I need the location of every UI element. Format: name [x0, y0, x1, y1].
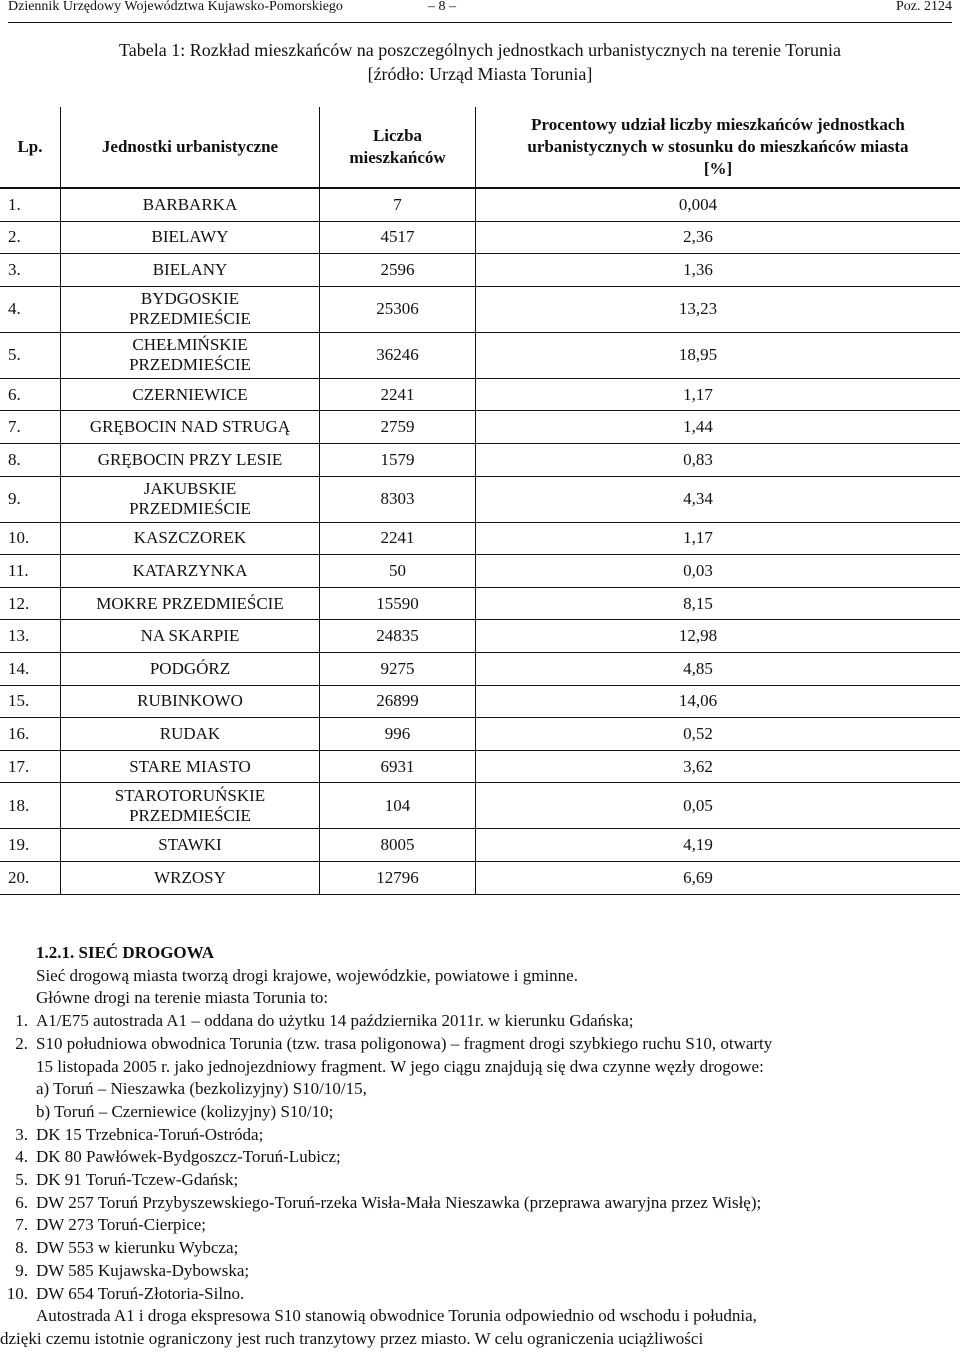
cell-percentage: 12,98 — [476, 620, 960, 653]
cell-lp: 17. — [0, 750, 61, 783]
cell-lp: 12. — [0, 587, 61, 620]
list-item-text: DK 91 Toruń-Tczew-Gdańsk; — [36, 1170, 239, 1190]
cell-population: 36246 — [320, 332, 476, 378]
cell-unit: STAWKI — [61, 829, 320, 862]
cell-unit: CZERNIEWICE — [61, 378, 320, 411]
list-item — [0, 1124, 960, 1147]
list-subitem-text: a) Toruń – Nieszawka (bezkolizyjny) S10/10/15, — [36, 1079, 367, 1099]
list-item-number: 3. — [15, 1124, 28, 1144]
list-item — [0, 1146, 960, 1169]
list-subitem-text: b) Toruń – Czerniewice (kolizyjny) S10/10; — [36, 1101, 334, 1121]
list-item — [0, 1237, 960, 1260]
cell-unit: MOKRE PRZEDMIEŚCIE — [61, 587, 320, 620]
cell-unit-line1: BYDGOSKIE — [140, 289, 240, 309]
cell-population: 104 — [320, 783, 476, 829]
cell-population: 15590 — [320, 587, 476, 620]
cell-unit: RUDAK — [61, 718, 320, 751]
cell-unit: WRZOSY — [61, 861, 320, 894]
list-item-number: 5. — [15, 1170, 28, 1190]
page-header — [8, 0, 952, 23]
cell-population: 25306 — [320, 286, 476, 332]
cell-percentage: 18,95 — [476, 332, 960, 378]
cell-lp: 18. — [0, 783, 61, 829]
caption-source: [źródło: Urząd Miasta Torunia] — [367, 64, 593, 84]
cell-percentage: 2,36 — [476, 221, 960, 254]
table-row — [0, 620, 960, 653]
closing-paragraph-line2: dzięki czemu istotnie ograniczony jest ruch tranzytowy przez miasto. W celu ograniczenia uciążliwości — [0, 1328, 704, 1348]
header-population-line2: mieszkańców — [349, 148, 446, 167]
table-row — [0, 750, 960, 783]
cell-percentage: 8,15 — [476, 587, 960, 620]
list-item-continuation — [0, 1056, 960, 1079]
table-row — [0, 286, 960, 332]
table-row — [0, 555, 960, 588]
cell-unit: KATARZYNKA — [61, 555, 320, 588]
cell-lp: 14. — [0, 652, 61, 685]
list-item-number: 4. — [15, 1147, 28, 1167]
cell-population: 26899 — [320, 685, 476, 718]
cell-unit-line2: PRZEDMIEŚCIE — [129, 355, 251, 375]
cell-population: 8303 — [320, 476, 476, 522]
list-item-text: 15 listopada 2005 r. jako jednojezdniowy fragment. W jego ciągu znajdują się dwa czynne węzły drogowe: — [36, 1056, 764, 1076]
section-intro: Sieć drogową miasta tworzą drogi krajowe, wojewódzkie, powiatowe i gminne. — [36, 965, 578, 985]
cell-unit-line2: PRZEDMIEŚCIE — [129, 309, 251, 329]
cell-population: 2596 — [320, 254, 476, 287]
table-row — [0, 587, 960, 620]
table-row — [0, 411, 960, 444]
header-unit: Jednostki urbanistyczne — [61, 107, 320, 188]
list-item-text: DW 257 Toruń Przybyszewskiego-Toruń-rzeka Wisła-Mała Nieszawka (przeprawa awaryjna przez Wisłę); — [36, 1192, 762, 1212]
table-row — [0, 221, 960, 254]
list-item-number: 8. — [15, 1238, 28, 1258]
cell-lp: 16. — [0, 718, 61, 751]
header-percentage — [476, 107, 960, 188]
cell-lp: 15. — [0, 685, 61, 718]
list-item-text: DK 15 Trzebnica-Toruń-Ostróda; — [36, 1124, 264, 1144]
table-caption — [0, 38, 960, 86]
cell-population: 2241 — [320, 378, 476, 411]
list-item — [0, 1033, 960, 1056]
cell-unit: BARBARKA — [61, 188, 320, 221]
cell-percentage: 1,17 — [476, 378, 960, 411]
cell-lp: 9. — [0, 476, 61, 522]
cell-percentage: 1,44 — [476, 411, 960, 444]
table-row — [0, 443, 960, 476]
header-percentage-line2: urbanistycznych w stosunku do mieszkańców miasta — [527, 137, 909, 156]
table-row — [0, 476, 960, 522]
cell-lp: 4. — [0, 286, 61, 332]
list-subitem — [0, 1078, 960, 1101]
cell-lp: 3. — [0, 254, 61, 287]
list-item-text: DW 654 Toruń-Złotoria-Silno. — [36, 1283, 245, 1303]
section-title: 1.2.1. SIEĆ DROGOWA — [36, 943, 215, 962]
population-table — [0, 107, 960, 895]
cell-population: 1579 — [320, 443, 476, 476]
cell-population: 8005 — [320, 829, 476, 862]
list-item-text: A1/E75 autostrada A1 – oddana do użytku 14 października 2011r. w kierunku Gdańska; — [36, 1011, 634, 1031]
cell-percentage: 3,62 — [476, 750, 960, 783]
cell-lp: 10. — [0, 522, 61, 555]
cell-unit-line1: STAROTORUŃSKIE — [114, 785, 266, 805]
list-item-number: 7. — [15, 1215, 28, 1235]
cell-lp: 1. — [0, 188, 61, 221]
cell-population: 7 — [320, 188, 476, 221]
cell-percentage: 0,004 — [476, 188, 960, 221]
list-item-text: DW 273 Toruń-Cierpice; — [36, 1215, 207, 1235]
cell-unit: NA SKARPIE — [61, 620, 320, 653]
page-number: – 8 – — [428, 0, 456, 14]
table-row — [0, 685, 960, 718]
cell-lp: 2. — [0, 221, 61, 254]
list-item-number: 1. — [15, 1011, 28, 1031]
cell-percentage: 0,05 — [476, 783, 960, 829]
cell-percentage: 1,17 — [476, 522, 960, 555]
cell-unit-line1: JAKUBSKIE — [143, 479, 237, 499]
cell-lp: 20. — [0, 861, 61, 894]
list-item-text: DW 585 Kujawska-Dybowska; — [36, 1260, 250, 1280]
cell-unit — [61, 286, 320, 332]
cell-lp: 6. — [0, 378, 61, 411]
cell-population: 2759 — [320, 411, 476, 444]
cell-unit: KASZCZOREK — [61, 522, 320, 555]
table-header-row — [0, 107, 960, 188]
table-row — [0, 522, 960, 555]
cell-population: 9275 — [320, 652, 476, 685]
table-row — [0, 188, 960, 221]
cell-population: 4517 — [320, 221, 476, 254]
list-item — [0, 1260, 960, 1283]
cell-lp: 13. — [0, 620, 61, 653]
list-item — [0, 1169, 960, 1192]
list-item — [0, 1283, 960, 1306]
caption-title: Tabela 1: Rozkład mieszkańców na poszczególnych jednostkach urbanistycznych na terenie Torunia — [119, 40, 841, 60]
cell-lp: 7. — [0, 411, 61, 444]
cell-unit-line2: PRZEDMIEŚCIE — [129, 805, 251, 825]
list-subitem — [0, 1101, 960, 1124]
cell-percentage: 4,19 — [476, 829, 960, 862]
cell-unit: BIELANY — [61, 254, 320, 287]
table-row — [0, 254, 960, 287]
list-item-text: DK 80 Pawłówek-Bydgoszcz-Toruń-Lubicz; — [36, 1147, 341, 1167]
cell-population: 50 — [320, 555, 476, 588]
table-row — [0, 378, 960, 411]
list-item — [0, 1010, 960, 1033]
cell-unit: RUBINKOWO — [61, 685, 320, 718]
journal-title: Dziennik Urzędowy Województwa Kujawsko-Pomorskiego — [8, 0, 343, 14]
cell-unit-line1: CHEŁMIŃSKIE — [132, 335, 248, 355]
list-item-text: DW 553 w kierunku Wybcza; — [36, 1238, 239, 1258]
cell-lp: 5. — [0, 332, 61, 378]
cell-population: 6931 — [320, 750, 476, 783]
table-row — [0, 861, 960, 894]
header-population — [320, 107, 476, 188]
cell-percentage: 0,52 — [476, 718, 960, 751]
table-row — [0, 783, 960, 829]
road-network-section — [0, 942, 960, 1351]
list-item-number: 6. — [15, 1192, 28, 1212]
closing-paragraph-line1: Autostrada A1 i droga ekspresowa S10 stanowią obwodnice Torunia odpowiednio od wschodu i południa, — [36, 1306, 757, 1326]
cell-percentage: 0,03 — [476, 555, 960, 588]
cell-population: 996 — [320, 718, 476, 751]
cell-percentage: 13,23 — [476, 286, 960, 332]
cell-unit: PODGÓRZ — [61, 652, 320, 685]
cell-unit: STARE MIASTO — [61, 750, 320, 783]
cell-population: 24835 — [320, 620, 476, 653]
cell-unit — [61, 476, 320, 522]
cell-percentage: 0,83 — [476, 443, 960, 476]
table-row — [0, 718, 960, 751]
cell-unit — [61, 332, 320, 378]
position-number: Poz. 2124 — [896, 0, 952, 14]
cell-percentage: 1,36 — [476, 254, 960, 287]
cell-unit: BIELAWY — [61, 221, 320, 254]
table-row — [0, 829, 960, 862]
cell-percentage: 14,06 — [476, 685, 960, 718]
cell-percentage: 6,69 — [476, 861, 960, 894]
cell-unit — [61, 783, 320, 829]
cell-population: 2241 — [320, 522, 476, 555]
cell-lp: 8. — [0, 443, 61, 476]
header-percentage-line3: [%] — [703, 159, 733, 178]
cell-percentage: 4,34 — [476, 476, 960, 522]
list-item-number: 10. — [6, 1283, 28, 1303]
list-item-text: S10 południowa obwodnica Torunia (tzw. trasa poligonowa) – fragment drogi szybkiego ruchu S10, otwarty — [36, 1033, 773, 1053]
header-population-line1: Liczba — [372, 126, 423, 145]
header-percentage-line1: Procentowy udział liczby mieszkańców jednostkach — [531, 115, 905, 134]
cell-unit: GRĘBOCIN PRZY LESIE — [61, 443, 320, 476]
section-lead: Główne drogi na terenie miasta Torunia to: — [36, 988, 329, 1008]
cell-lp: 11. — [0, 555, 61, 588]
cell-lp: 19. — [0, 829, 61, 862]
cell-unit-line2: PRZEDMIEŚCIE — [129, 499, 251, 519]
list-item — [0, 1214, 960, 1237]
table-row — [0, 332, 960, 378]
cell-population: 12796 — [320, 861, 476, 894]
table-row — [0, 652, 960, 685]
list-item-number: 9. — [15, 1260, 28, 1280]
header-lp: Lp. — [0, 107, 61, 188]
list-item — [0, 1192, 960, 1215]
list-item-number: 2. — [15, 1033, 28, 1053]
cell-unit: GRĘBOCIN NAD STRUGĄ — [61, 411, 320, 444]
cell-percentage: 4,85 — [476, 652, 960, 685]
